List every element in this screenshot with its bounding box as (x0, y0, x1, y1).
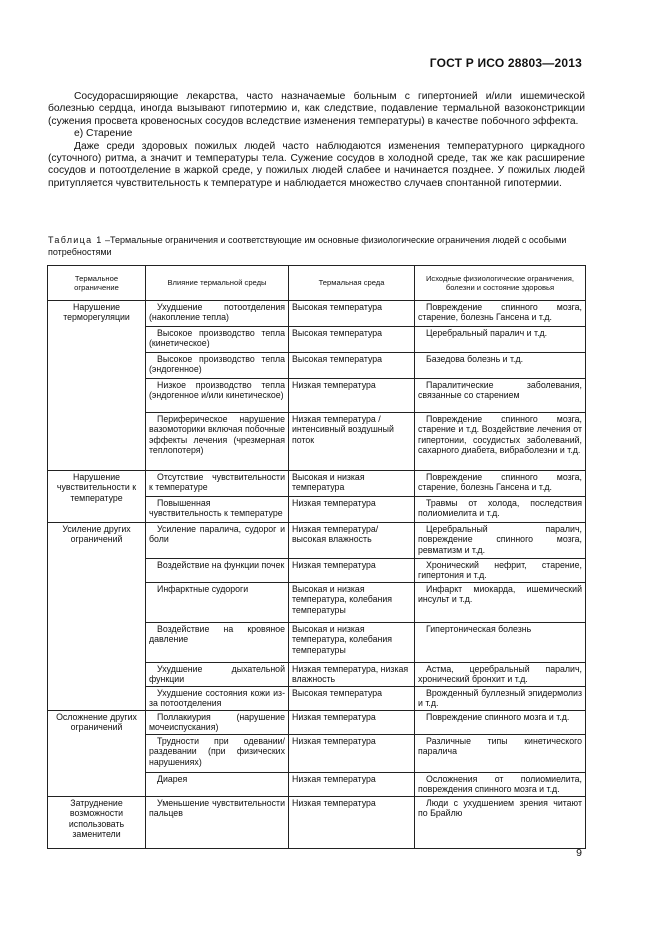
influence-cell: Высокое производство тепла (кинетическое) (146, 327, 289, 353)
environment-cell: Высокая температура (289, 327, 415, 353)
paragraph-aging-heading: е) Старение (74, 128, 133, 140)
physiology-cell: Осложнения от полиомиелита, повреждения спинного мозга и т.д. (415, 773, 586, 797)
influence-cell: Инфарктные судороги (146, 583, 289, 623)
environment-cell: Высокая температура (289, 301, 415, 327)
environment-cell: Низкая температура /интенсивный воздушный поток (289, 413, 415, 471)
table-row (48, 523, 586, 559)
body-text (48, 91, 585, 190)
environment-cell: Низкая температура, низкая влажность (289, 663, 415, 687)
influence-cell: Низкое производство тепла (эндогенное и/или кинетическое) (146, 379, 289, 413)
environment-cell: Низкая температура (289, 711, 415, 735)
document-id: ГОСТ Р ИСО 28803—2013 (429, 56, 582, 70)
physiology-cell: Инфаркт миокарда, ишемический инсульт и т.д. (415, 583, 586, 623)
physiology-cell: Травмы от холода, последствия полиомиелита и т.д. (415, 497, 586, 523)
environment-cell: Высокая и низкая температура (289, 471, 415, 497)
physiology-cell: Люди с ухудшением зрения читают по Брайлю (415, 797, 586, 849)
paragraph-aging: Даже среди здоровых пожилых людей часто наблюдаются изменения температурного циркадного (суточного) ритма, а значит и температуры тела. Сужение сосудов в холодной среде, так же как расширение сосудов и потоотделение в жаркой среде, у пожилых людей слабее и начинается позднее. У пожилых людей притупляется чувствительность к температуре и наблюдается множество случаев спонтанной гипотермии. (48, 140, 585, 189)
influence-cell: Повышенная чувствительность к температуре (146, 497, 289, 523)
physiology-cell: Астма, церебральный паралич, хронический бронхит и т.д. (415, 663, 586, 687)
table-row (48, 797, 586, 849)
environment-cell: Высокая и низкая температура, колебания температуры (289, 623, 415, 663)
table-row (48, 711, 586, 735)
influence-cell: Воздействие на функции почек (146, 559, 289, 583)
environment-cell: Высокая температура (289, 353, 415, 379)
physiology-cell: Церебральный паралич и т.д. (415, 327, 586, 353)
environment-cell: Низкая температура (289, 797, 415, 849)
influence-cell: Высокое производство тепла (эндогенное) (146, 353, 289, 379)
physiology-cell: Церебральный паралич, повреждение спинного мозга, ревматизм и т.д. (415, 523, 586, 559)
header-physiology: Исходные физиологические ограничения, болезни и состояние здоровья (415, 266, 586, 301)
influence-cell: Уменьшение чувствительности пальцев (146, 797, 289, 849)
table-caption-label: Таблица 1 (48, 235, 103, 245)
environment-cell: Низкая температура (289, 773, 415, 797)
constraint-cell: Усиление других ограничений (48, 523, 146, 711)
environment-cell: Низкая температура (289, 497, 415, 523)
influence-cell: Поллакиурия (нарушение мочеиспускания) (146, 711, 289, 735)
table-row (48, 301, 586, 327)
influence-cell: Ухудшение потоотделения (накопление тепла) (146, 301, 289, 327)
table-row (48, 471, 586, 497)
physiology-cell: Базедова болезнь и т.д. (415, 353, 586, 379)
influence-cell: Трудности при одевании/ раздевании (при физических нарушениях) (146, 735, 289, 773)
page-number: 9 (576, 847, 582, 859)
physiology-cell: Гипертоническая болезнь (415, 623, 586, 663)
environment-cell: Низкая температура (289, 735, 415, 773)
constraint-cell: Осложнение других ограничений (48, 711, 146, 797)
influence-cell: Ухудшение состояния кожи из-за потоотделения (146, 687, 289, 711)
physiology-cell: Хронический нефрит, старение, гипертония и т.д. (415, 559, 586, 583)
physiology-cell: Повреждение спинного мозга, старение и т.д. Воздействие лечения от гипертонии, сосудистых заболеваний, сахарного диабета, вибраболезни и т.д. (415, 413, 586, 471)
physiology-cell: Паралитические заболевания, связанные со старением (415, 379, 586, 413)
environment-cell: Низкая температура (289, 379, 415, 413)
table-body (48, 301, 586, 849)
environment-cell: Низкая температура (289, 559, 415, 583)
thermal-constraints-table (47, 265, 586, 849)
table-caption (48, 235, 588, 258)
influence-cell: Воздействие на кровяное давление (146, 623, 289, 663)
header-environment: Термальная среда (289, 266, 415, 301)
table-header-row (48, 266, 586, 301)
environment-cell: Высокая и низкая температура, колебания температуры (289, 583, 415, 623)
header-constraint: Термальное ограничение (48, 266, 146, 301)
header-influence: Влияние термальной среды (146, 266, 289, 301)
environment-cell: Высокая температура (289, 687, 415, 711)
physiology-cell: Врожденный буллезный эпидермолиз и т.д. (415, 687, 586, 711)
physiology-cell: Повреждение спинного мозга, старение, болезнь Гансена и т.д. (415, 301, 586, 327)
paragraph-vasodilators: Сосудорасширяющие лекарства, часто назначаемые больным с гипертонией и/или ишемической болезнью сердца, иногда вызывают гипотермию и, как следствие, подавление термальной вазоконстрикции (сужения просвета кровеносных сосудов вследствие изменения температуры) в качестве побочного эффекта. (48, 91, 585, 127)
influence-cell: Отсутствие чувствительности к температуре (146, 471, 289, 497)
influence-cell: Ухудшение дыхательной функции (146, 663, 289, 687)
influence-cell: Периферическое нарушение вазомоторики включая побочные эффекты лечения (чрезмерная теплопотеря) (146, 413, 289, 471)
physiology-cell: Различные типы кинетического паралича (415, 735, 586, 773)
physiology-cell: Повреждение спинного мозга, старение, болезнь Гансена и т.д. (415, 471, 586, 497)
constraint-cell: Нарушение чувствительности к температуре (48, 471, 146, 523)
constraint-cell: Затруднение возможности использовать заменители (48, 797, 146, 849)
environment-cell: Низкая температура/ высокая влажность (289, 523, 415, 559)
table-caption-text: –Термальные ограничения и соответствующие им основные физиологические ограничения людей с особыми потребностями (48, 235, 567, 257)
influence-cell: Усиление паралича, судорог и боли (146, 523, 289, 559)
constraint-cell: Нарушение терморегуляции (48, 301, 146, 471)
influence-cell: Диарея (146, 773, 289, 797)
physiology-cell: Повреждение спинного мозга и т.д. (415, 711, 586, 735)
